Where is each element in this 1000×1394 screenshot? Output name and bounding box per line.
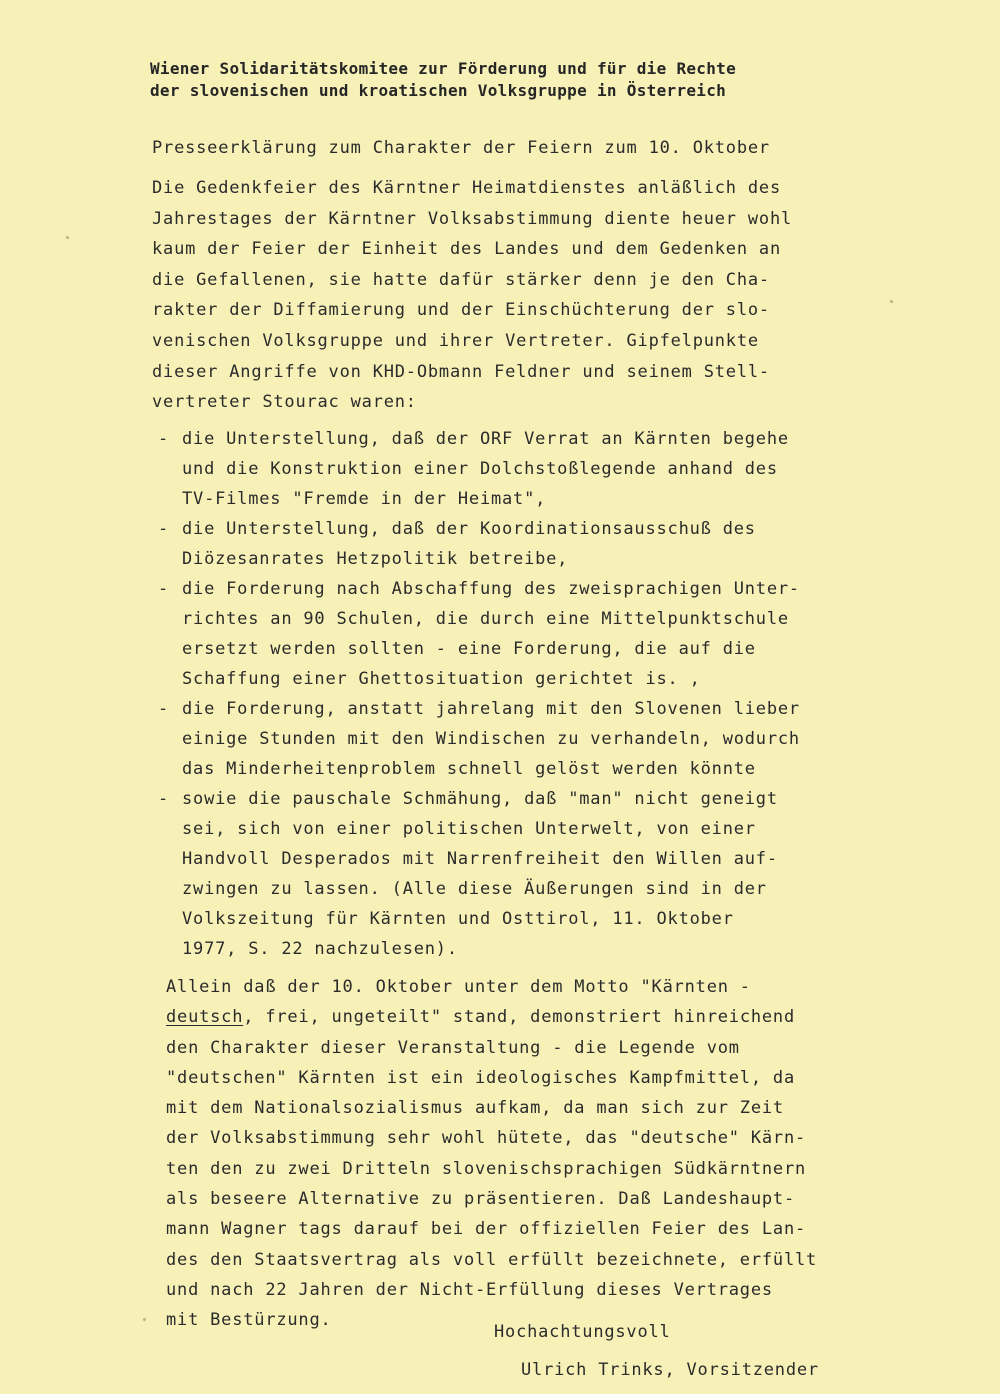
text-line: venischen Volksgruppe und ihrer Vertreter. Gipfelpunkte (152, 330, 759, 351)
text-line: Handvoll Desperados mit Narrenfreiheit den Willen auf- (182, 849, 778, 869)
text-line: Die Gedenkfeier des Kärntner Heimatdienstes anläßlich des (152, 178, 781, 198)
text-line: dieser Angriffe von KHD-Obmann Feldner und seinem Stell- (152, 361, 770, 382)
text-line: mit dem Nationalsozialismus aufkam, da man sich zur Zeit (166, 1098, 784, 1119)
text-line: des den Staatsvertrag als voll erfüllt bezeichnete, erfüllt (166, 1249, 818, 1270)
letterhead-line-1: Wiener Solidaritätskomitee zur Förderung und für die Rechte (150, 59, 737, 78)
text-line: sei, sich von einer politischen Unterwelt, von einer (182, 819, 756, 839)
text-line: die Gefallenen, sie hatte dafür stärker denn je den Cha- (152, 269, 770, 290)
intro-paragraph (152, 173, 792, 418)
signature-line: Ulrich Trinks, Vorsitzender (521, 1360, 819, 1380)
text-line: ten den zu zwei Dritteln slovenischsprachigen Südkärntnern (166, 1158, 807, 1179)
bullet-list (158, 424, 800, 964)
text-line: sowie die pauschale Schmähung, daß "man" nicht geneigt (182, 789, 778, 809)
text-line: und die Konstruktion einer Dolchstoßlegende anhand des (182, 459, 778, 479)
text-line: TV-Filmes "Fremde in der Heimat", (182, 489, 547, 509)
closing-salutation: Hochachtungsvoll (494, 1322, 671, 1342)
list-item (158, 694, 800, 784)
text-line: "deutschen" Kärnten ist ein ideologisches Kampfmittel, da (166, 1067, 795, 1088)
text-line: und nach 22 Jahren der Nicht-Erfüllung dieses Vertrages (166, 1279, 773, 1300)
text-line: den Charakter dieser Veranstaltung - die Legende vom (166, 1037, 740, 1058)
text-line: die Forderung, anstatt jahrelang mit den Slovenen lieber (182, 699, 800, 719)
text-line: vertreter Stourac waren: (152, 392, 417, 413)
text-line: Jahrestages der Kärntner Volksabstimmung diente heuer wohl (152, 208, 793, 229)
text-line: einige Stunden mit den Windischen zu verhandeln, wodurch (182, 729, 800, 749)
text-line: mit Bestürzung. (166, 1310, 332, 1331)
text-line: richtes an 90 Schulen, die durch eine Mittelpunktschule (182, 609, 789, 629)
text-line: die Unterstellung, daß der ORF Verrat an Kärnten begehe (182, 429, 789, 449)
bullet-dash: - (158, 519, 170, 539)
bullet-dash: - (158, 699, 170, 719)
text-line: 1977, S. 22 nachzulesen). (182, 939, 458, 959)
paper-speck (890, 300, 893, 303)
text-run: , frei, ungeteilt" stand, demonstriert hinreichend (243, 1007, 795, 1028)
conclusion-paragraph (166, 972, 817, 1336)
letterhead-line-2: der slovenischen und kroatischen Volksgruppe in Österreich (150, 81, 727, 100)
paper-speck (143, 1318, 146, 1321)
list-item (158, 424, 800, 514)
text-line: das Minderheitenproblem schnell gelöst werden könnte (182, 759, 756, 779)
text-line: als beseere Alternative zu präsentieren. Daß Landeshaupt- (166, 1189, 795, 1210)
paper-speck (66, 236, 69, 239)
text-line: Diözesanrates Hetzpolitik betreibe, (182, 549, 569, 569)
text-line: Schaffung einer Ghettosituation gerichtet is. , (182, 669, 701, 689)
text-line (166, 1002, 817, 1032)
text-line: ersetzt werden sollten - eine Forderung, die auf die (182, 639, 756, 659)
document-title: Presseerklärung zum Charakter der Feiern zum 10. Oktober (152, 138, 770, 158)
list-item (158, 514, 800, 574)
text-line: Volkszeitung für Kärnten und Osttirol, 11. Oktober (182, 909, 734, 929)
text-line: die Unterstellung, daß der Koordinationsausschuß des (182, 519, 756, 539)
text-line: kaum der Feier der Einheit des Landes und dem Gedenken an (152, 239, 781, 260)
bullet-dash: - (158, 579, 170, 599)
text-line: die Forderung nach Abschaffung des zweisprachigen Unter- (182, 579, 800, 599)
underlined-word: deutsch (166, 1007, 244, 1028)
text-line: zwingen zu lassen. (Alle diese Äußerungen sind in der (182, 879, 767, 899)
list-item (158, 574, 800, 694)
text-line: Allein daß der 10. Oktober unter dem Motto "Kärnten - (166, 977, 751, 997)
letterhead (150, 58, 890, 102)
text-line: rakter der Diffamierung und der Einschüchterung der slo- (152, 300, 770, 321)
text-line: der Volksabstimmung sehr wohl hütete, das "deutsche" Kärn- (166, 1128, 807, 1149)
text-line: mann Wagner tags darauf bei der offiziellen Feier des Lan- (166, 1219, 807, 1240)
bullet-dash: - (158, 429, 170, 449)
bullet-dash: - (158, 789, 170, 809)
list-item (158, 784, 800, 964)
